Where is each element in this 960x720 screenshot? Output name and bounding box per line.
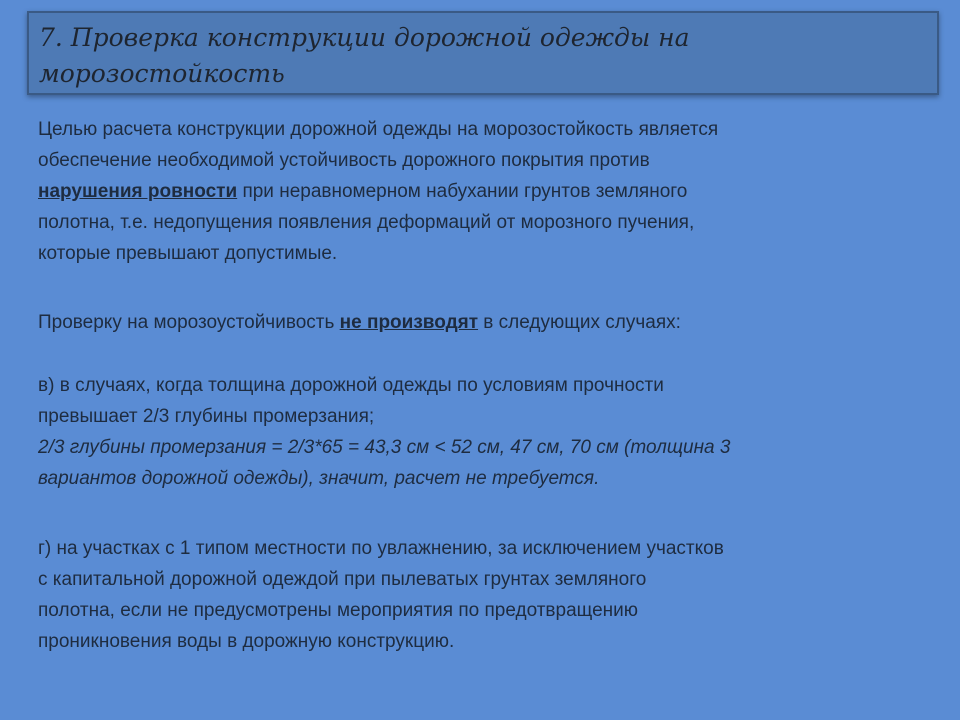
slide-title-line-1: 7. Проверка конструкции дорожной одежды на (39, 23, 690, 52)
emphasis-not-performed: не производят (339, 312, 479, 333)
not-performed-line (38, 307, 681, 338)
case-g-line-4: проникновения воды в дорожную конструкцию. (38, 631, 455, 652)
paragraph-case-v (38, 370, 730, 494)
purpose-line-5: которые превышают допустимые. (38, 243, 338, 264)
case-v-line-1: в) в случаях, когда толщина дорожной одежды по условиям прочности (38, 375, 664, 396)
case-g-line-3: полотна, если не предусмотрены мероприятия по предотвращению (38, 600, 638, 621)
case-g-line-1: г) на участках с 1 типом местности по увлажнению, за исключением участков (38, 538, 724, 559)
not-performed-after: в следующих случаях: (478, 312, 681, 333)
purpose-line-3-rest: при неравномерном набухании грунтов земляного (237, 181, 688, 202)
purpose-line-3 (38, 176, 718, 207)
purpose-line-1: Целью расчета конструкции дорожной одежды на морозостойкость является (38, 119, 719, 140)
not-performed-before: Проверку на морозоустойчивость (38, 312, 340, 333)
case-v-calculation-line-1: 2/3 глубины промерзания = 2/3*65 = 43,3 см < 52 см, 47 см, 70 см (толщина 3 (38, 437, 731, 458)
purpose-line-2: обеспечение необходимой устойчивость дорожного покрытия против (38, 150, 650, 171)
case-v-line-2: превышает 2/3 глубины промерзания; (38, 406, 375, 427)
paragraph-purpose (38, 114, 718, 269)
emphasis-roughness: нарушения ровности (38, 181, 238, 202)
slide-title-box (27, 11, 939, 95)
case-g-line-2: с капитальной дорожной одеждой при пылеватых грунтах земляного (38, 569, 647, 590)
paragraph-not-performed (38, 307, 681, 338)
paragraph-case-g (38, 533, 724, 657)
case-v-calculation-line-2: вариантов дорожной одежды), значит, расчет не требуется. (38, 468, 600, 489)
slide-title-line-2: морозостойкость (39, 59, 285, 88)
purpose-line-4: полотна, т.е. недопущения появления деформаций от морозного пучения, (38, 212, 695, 233)
